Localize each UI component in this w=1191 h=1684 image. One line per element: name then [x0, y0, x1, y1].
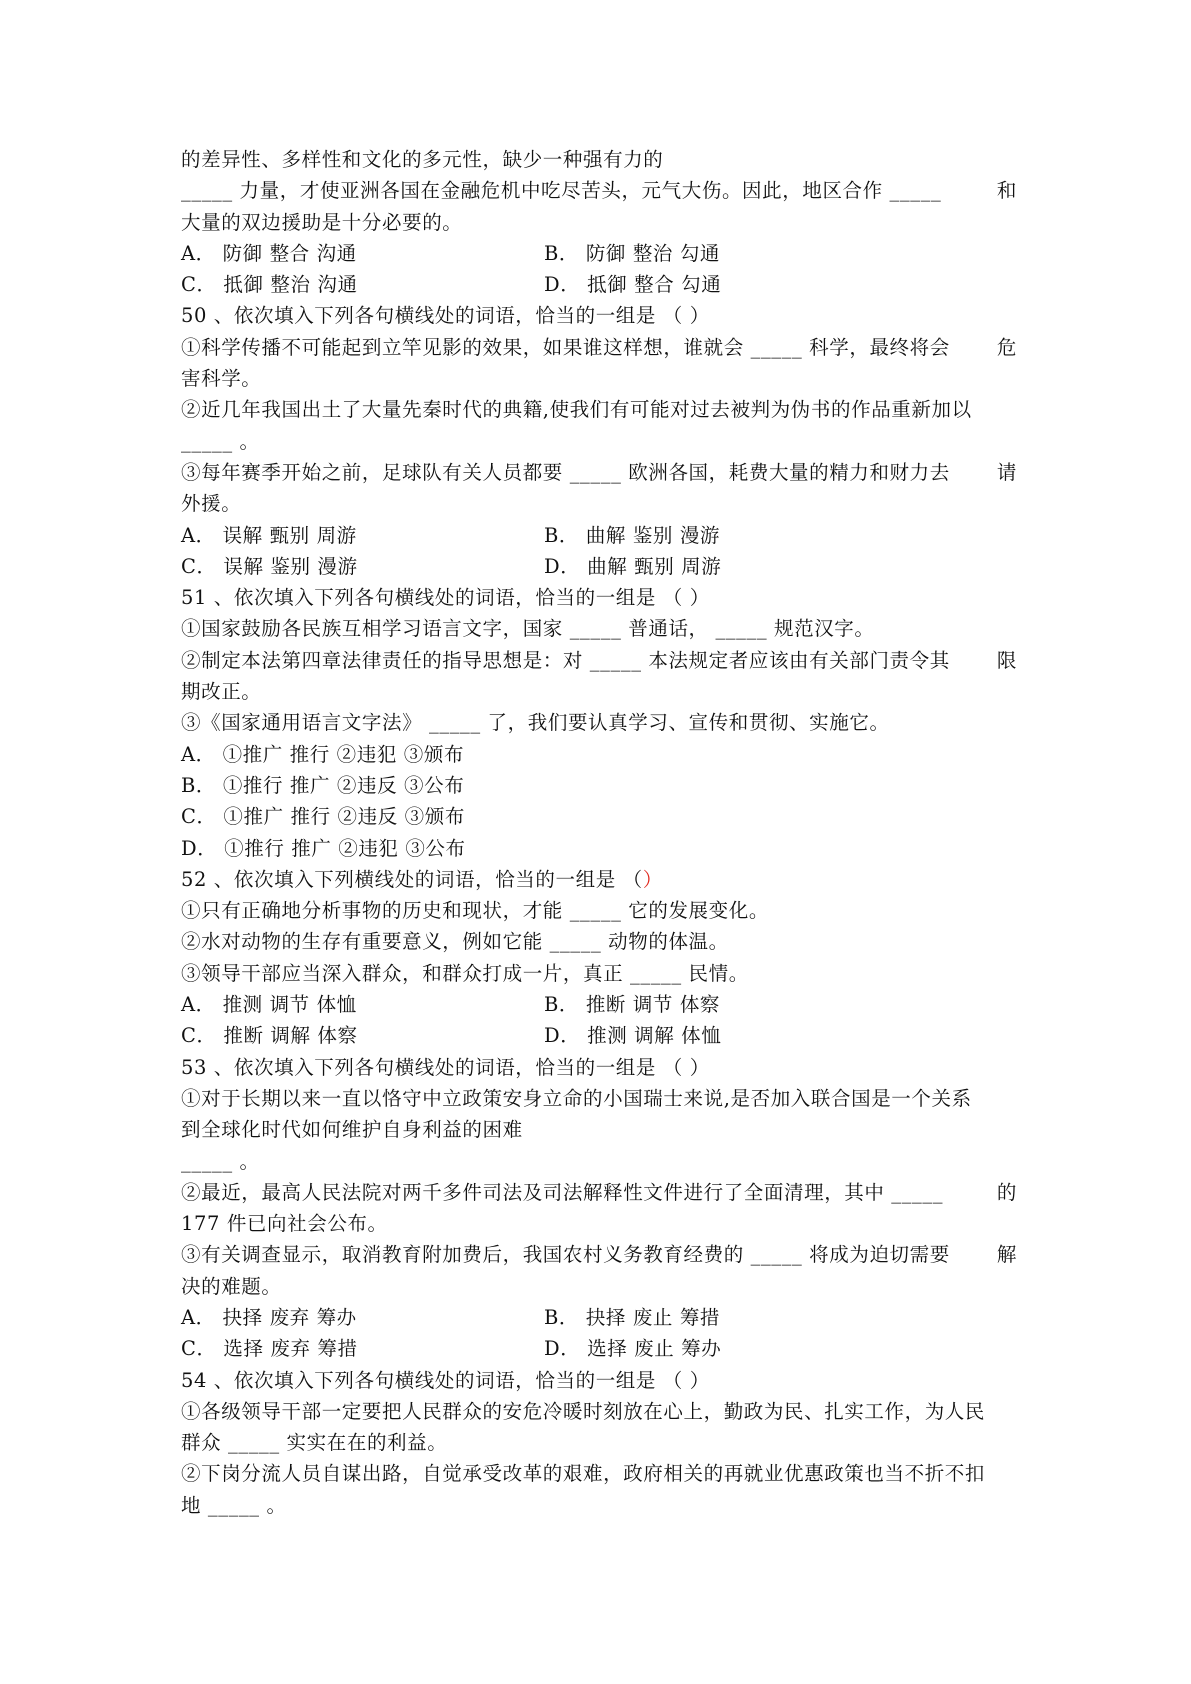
text-line: 大量的双边援助是十分必要的。 — [181, 210, 463, 234]
option-d: D． 推测 调解 体恤 — [544, 1024, 722, 1048]
option-c: C． ①推广 推行 ②违反 ③颁布 — [181, 805, 465, 829]
option-b: B． 曲解 鉴别 漫游 — [544, 523, 721, 547]
question-title: 52 、依次填入下列横线处的词语，恰当的一组是 （） — [181, 867, 663, 891]
text-line: 群众 _____ 实实在在的利益。 — [181, 1431, 448, 1455]
question-title: 53 、依次填入下列各句横线处的词语，恰当的一组是 （ ） — [181, 1055, 710, 1079]
options-row — [181, 1333, 1017, 1364]
text-line: 害科学。 — [181, 367, 262, 391]
options-row — [181, 551, 1017, 582]
text-line: 期改正。 — [181, 680, 262, 704]
text-line: 地 _____ 。 — [181, 1493, 287, 1517]
option-c: C． 误解 鉴别 漫游 — [181, 554, 358, 578]
option-c: C． 推断 调解 体察 — [181, 1024, 358, 1048]
document-body — [181, 144, 1017, 1521]
option-a: A． 防御 整合 沟通 — [181, 241, 357, 265]
text-line: ②近几年我国出土了大量先秦时代的典籍,使我们有可能对过去被判为伪书的作品重新加以 — [181, 398, 972, 422]
text-line: ③有关调查显示，取消教育附加费后，我国农村义务教育经费的 _____ 将成为迫切需要 解 — [181, 1243, 1017, 1267]
option-c: C． 抵御 整治 沟通 — [181, 273, 358, 297]
option-c: C． 选择 废弃 筹措 — [181, 1337, 358, 1361]
text-line: ②制定本法第四章法律责任的指导思想是：对 _____ 本法规定者应该由有关部门责令其 限 — [181, 648, 1017, 672]
text-line: ③每年赛季开始之前，足球队有关人员都要 _____ 欧洲各国，耗费大量的精力和财力去 请 — [181, 460, 1017, 484]
option-b: B． 推断 调节 体察 — [544, 993, 721, 1017]
option-d: D． 曲解 甄别 周游 — [544, 554, 722, 578]
option-a: A． 推测 调节 体恤 — [181, 993, 357, 1017]
option-d: D． ①推行 推广 ②违犯 ③公布 — [181, 836, 466, 860]
option-b: B． 防御 整治 勾通 — [544, 241, 721, 265]
text-line: ①对于长期以来一直以恪守中立政策安身立命的小国瑞士来说,是否加入联合国是一个关系 — [181, 1086, 972, 1110]
text-line: ①只有正确地分析事物的历史和现状，才能 _____ 它的发展变化。 — [181, 899, 769, 923]
text-line: 决的难题。 — [181, 1274, 282, 1298]
options-row — [181, 520, 1017, 551]
text-line: ③《国家通用语言文字法》 _____ 了，我们要认真学习、宣传和贯彻、实施它。 — [181, 711, 890, 735]
options-row — [181, 1302, 1017, 1333]
red-paren-mark: ） — [642, 867, 663, 891]
text-line: _____ 力量，才使亚洲各国在金融危机中吃尽苦头，元气大伤。因此，地区合作 _____ 和 — [181, 179, 1017, 203]
text-line: ②下岗分流人员自谋出路，自觉承受改革的艰难，政府相关的再就业优惠政策也当不折不扣 — [181, 1462, 986, 1486]
text-line: ③领导干部应当深入群众，和群众打成一片，真正 _____ 民情。 — [181, 961, 749, 985]
option-a: A． ①推广 推行 ②违犯 ③颁布 — [181, 742, 465, 766]
text-line: 外援。 — [181, 492, 242, 516]
text-line: 177 件已向社会公布。 — [181, 1212, 388, 1236]
option-b: B． 抉择 废止 筹措 — [544, 1305, 721, 1329]
question-title: 50 、依次填入下列各句横线处的词语，恰当的一组是 （ ） — [181, 304, 710, 328]
option-a: A． 误解 甄别 周游 — [181, 523, 357, 547]
text-line: 的差异性、多样性和文化的多元性，缺少一种强有力的 — [181, 148, 664, 171]
question-title: 54 、依次填入下列各句横线处的词语，恰当的一组是 （ ） — [181, 1368, 710, 1392]
text-line: ②水对动物的生存有重要意义，例如它能 _____ 动物的体温。 — [181, 930, 729, 954]
options-row — [181, 269, 1017, 300]
options-row — [181, 989, 1017, 1020]
text-line: ①各级领导干部一定要把人民群众的安危冷暖时刻放在心上，勤政为民、扎实工作，为人民 — [181, 1399, 986, 1423]
text-line: _____ 。 — [181, 429, 260, 453]
option-d: D． 选择 废止 筹办 — [544, 1337, 722, 1361]
text-line: ②最近，最高人民法院对两千多件司法及司法解释性文件进行了全面清理，其中 _____ 的 — [181, 1180, 1017, 1204]
options-row — [181, 238, 1017, 269]
text-line: ①国家鼓励各民族互相学习语言文字，国家 _____ 普通话， _____ 规范汉字。 — [181, 617, 875, 641]
option-d: D． 抵御 整合 勾通 — [544, 273, 722, 297]
text-line: _____ 。 — [181, 1149, 260, 1173]
text-line: 到全球化时代如何维护自身利益的困难 — [181, 1118, 523, 1142]
option-b: B． ①推行 推广 ②违反 ③公布 — [181, 773, 465, 797]
text-line: ①科学传播不可能起到立竿见影的效果，如果谁这样想，谁就会 _____ 科学，最终将会 危 — [181, 335, 1017, 359]
options-row — [181, 1020, 1017, 1051]
question-title: 51 、依次填入下列各句横线处的词语，恰当的一组是 （ ） — [181, 586, 710, 610]
option-a: A． 抉择 废弃 筹办 — [181, 1305, 357, 1329]
